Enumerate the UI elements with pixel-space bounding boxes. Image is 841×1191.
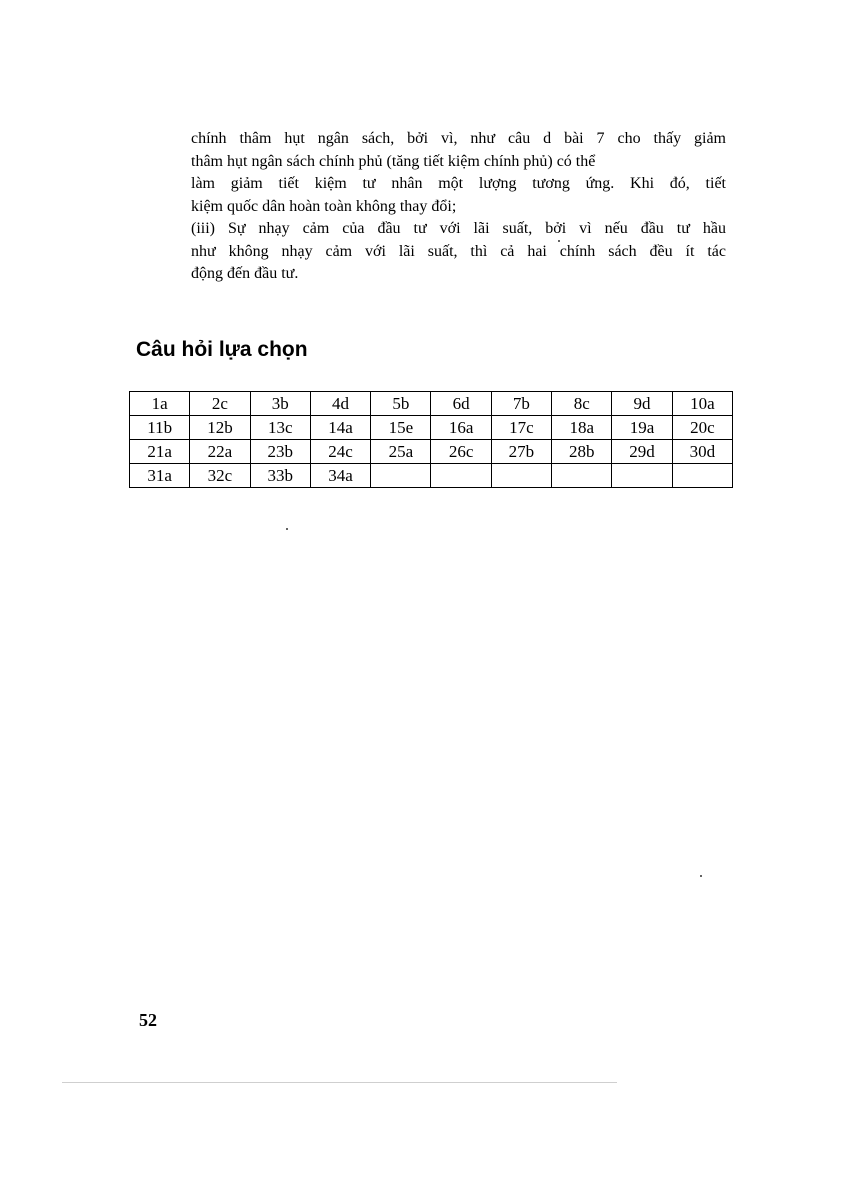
paragraph-line: động đến đầu tư. xyxy=(191,265,299,282)
answer-cell: 25a xyxy=(371,440,431,464)
answer-cell: 20c xyxy=(672,416,732,440)
answer-cell: 24c xyxy=(310,440,370,464)
answer-cell: 1a xyxy=(130,392,190,416)
body-paragraph xyxy=(191,128,726,286)
answer-cell: 17c xyxy=(491,416,551,440)
answer-cell: 12b xyxy=(190,416,250,440)
answer-cell: 32c xyxy=(190,464,250,488)
answer-cell: 9d xyxy=(612,392,672,416)
page-number: 52 xyxy=(139,1010,157,1030)
answer-cell: 31a xyxy=(130,464,190,488)
answer-cell xyxy=(552,464,612,488)
answer-cell: 22a xyxy=(190,440,250,464)
answer-cell: 3b xyxy=(250,392,310,416)
paragraph-line: như không nhạy cảm với lãi suất, thì cả hai chính sách đều ít tác xyxy=(191,242,726,260)
answer-cell: 11b xyxy=(130,416,190,440)
answer-cell: 5b xyxy=(371,392,431,416)
section-heading: Câu hỏi lựa chọn xyxy=(136,338,308,361)
answer-cell: 7b xyxy=(491,392,551,416)
answer-cell: 27b xyxy=(491,440,551,464)
table-row xyxy=(130,416,733,440)
answer-cell: 30d xyxy=(672,440,732,464)
paragraph-line: chính thâm hụt ngân sách, bởi vì, như câu d bài 7 cho thấy giảm xyxy=(191,130,726,147)
answer-cell: 14a xyxy=(310,416,370,440)
scan-speck xyxy=(286,528,288,530)
answer-cell xyxy=(431,464,491,488)
table-row xyxy=(130,392,733,416)
answer-cell: 13c xyxy=(250,416,310,440)
table-row xyxy=(130,440,733,464)
answer-cell: 18a xyxy=(552,416,612,440)
answer-cell xyxy=(672,464,732,488)
answer-cell: 33b xyxy=(250,464,310,488)
footer-divider xyxy=(62,1082,617,1083)
answer-cell: 15e xyxy=(371,416,431,440)
answer-cell: 8c xyxy=(552,392,612,416)
answer-table xyxy=(129,391,733,488)
answer-cell xyxy=(612,464,672,488)
answer-cell: 21a xyxy=(130,440,190,464)
paragraph-line: thâm hụt ngân sách chính phủ (tăng tiết kiệm chính phủ) có thể xyxy=(191,152,596,170)
answer-cell: 6d xyxy=(431,392,491,416)
answer-cell xyxy=(371,464,431,488)
paragraph-line: làm giảm tiết kiệm tư nhân một lượng tương ứng. Khi đó, tiết xyxy=(191,175,726,192)
answer-cell: 26c xyxy=(431,440,491,464)
answer-cell: 16a xyxy=(431,416,491,440)
answer-cell xyxy=(491,464,551,488)
scan-speck xyxy=(558,240,560,242)
answer-cell: 28b xyxy=(552,440,612,464)
answer-cell: 10a xyxy=(672,392,732,416)
answer-cell: 2c xyxy=(190,392,250,416)
paragraph-line: kiệm quốc dân hoàn toàn không thay đổi; xyxy=(191,197,457,215)
table-row xyxy=(130,464,733,488)
answer-cell: 23b xyxy=(250,440,310,464)
answer-cell: 4d xyxy=(310,392,370,416)
answer-cell: 29d xyxy=(612,440,672,464)
paragraph-line: (iii) Sự nhạy cảm của đầu tư với lãi suất, bởi vì nếu đầu tư hầu xyxy=(191,220,726,237)
scan-speck xyxy=(700,875,702,877)
answer-cell: 19a xyxy=(612,416,672,440)
answer-cell: 34a xyxy=(310,464,370,488)
